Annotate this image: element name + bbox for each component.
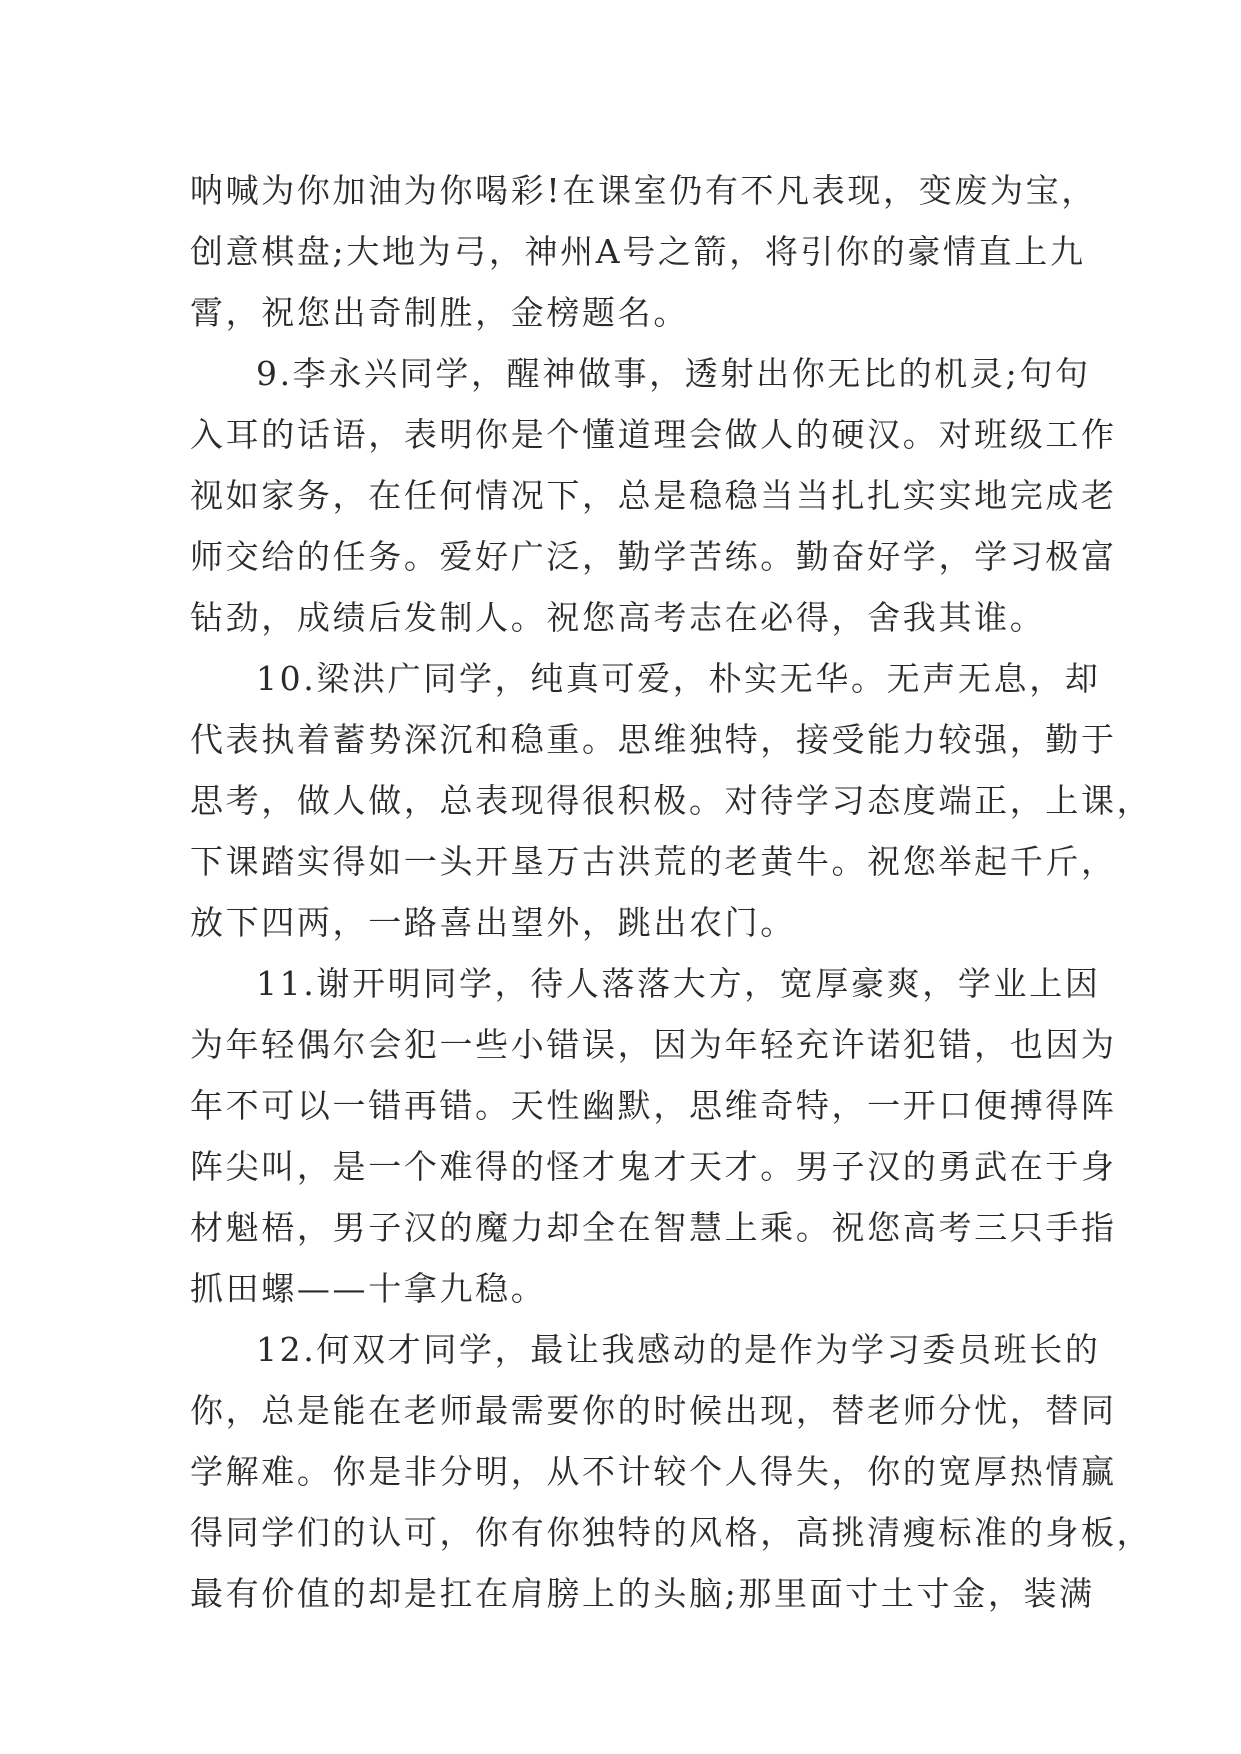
text-line: 阵尖叫，是一个难得的怪才鬼才天才。男子汉的勇武在于身 (190, 1147, 1117, 1186)
text-line: 代表执着蓄势深沉和稳重。思维独特，接受能力较强，勤于 (190, 720, 1117, 759)
text-line: 材魁梧，男子汉的魔力却全在智慧上乘。祝您高考三只手指 (190, 1208, 1117, 1247)
paragraph-first-line: 9.李永兴同学，醒神做事，透射出你无比的机灵;句句 (256, 354, 1091, 393)
text-line: 下课踏实得如一头开垦万古洪荒的老黄牛。祝您举起千斤， (190, 842, 1117, 881)
text-line: 放下四两，一路喜出望外，跳出农门。 (190, 903, 796, 942)
text-line: 入耳的话语，表明你是个懂道理会做人的硬汉。对班级工作 (190, 415, 1117, 454)
paragraph-first-line: 10.梁洪广同学，纯真可爱，朴实无华。无声无息，却 (256, 659, 1101, 698)
text-line: 师交给的任务。爱好广泛，勤学苦练。勤奋好学，学习极富 (190, 537, 1117, 576)
body-text (190, 160, 1153, 1624)
text-line: 呐喊为你加油为你喝彩!在课室仍有不凡表现，变废为宝， (190, 171, 1097, 210)
text-line: 得同学们的认可，你有你独特的风格，高挑清瘦标准的身板， (190, 1513, 1153, 1552)
text-line: 你，总是能在老师最需要你的时候出现，替老师分忧，替同 (190, 1391, 1117, 1430)
text-line: 为年轻偶尔会犯一些小错误，因为年轻充许诺犯错，也因为 (190, 1025, 1117, 1064)
text-line: 最有价值的却是扛在肩膀上的头脑;那里面寸土寸金，装满 (190, 1574, 1095, 1613)
text-line: 学解难。你是非分明，从不计较个人得失，你的宽厚热情赢 (190, 1452, 1117, 1491)
text-line: 视如家务，在任何情况下，总是稳稳当当扎扎实实地完成老 (190, 476, 1117, 515)
paragraph-first-line: 12.何双才同学，最让我感动的是作为学习委员班长的 (256, 1330, 1101, 1369)
text-line: 年不可以一错再错。天性幽默，思维奇特，一开口便搏得阵 (190, 1086, 1117, 1125)
text-line: 钻劲，成绩后发制人。祝您高考志在必得，舍我其谁。 (190, 598, 1046, 637)
paragraph-first-line: 11.谢开明同学，待人落落大方，宽厚豪爽，学业上因 (256, 964, 1101, 1003)
text-line: 霄，祝您出奇制胜，金榜题名。 (190, 293, 689, 332)
text-line: 抓田螺——十拿九稳。 (190, 1269, 547, 1308)
text-line: 创意棋盘;大地为弓，神州A号之箭，将引你的豪情直上九 (190, 232, 1086, 271)
text-line: 思考，做人做，总表现得很积极。对待学习态度端正，上课， (190, 781, 1153, 820)
